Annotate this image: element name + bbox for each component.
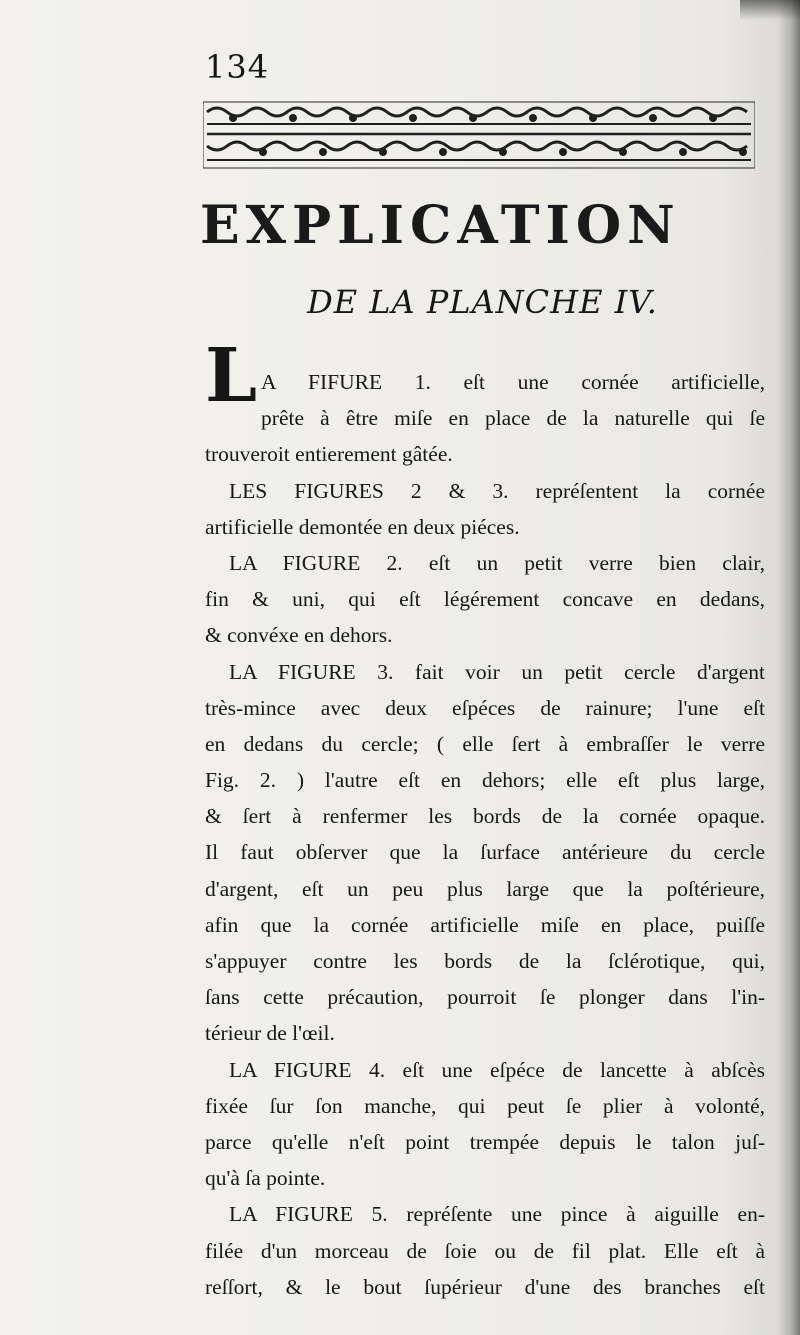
text-line: A FIFURE 1. eſt une cornée artificielle, — [261, 370, 765, 394]
ornament-band — [203, 100, 755, 170]
paragraph-2 — [205, 473, 765, 545]
text-line: artificielle demontée en deux piéces. — [205, 514, 520, 539]
paragraph-1 — [205, 333, 765, 473]
text-line: en dedans du cercle; ( elle ſert à embraſſer le verre — [205, 731, 765, 756]
text-line: parce qu'elle n'eſt point trempée depuis le talon juſ- — [205, 1129, 765, 1154]
text-line: & convéxe en dehors. — [205, 623, 393, 648]
text-line: ſans cette précaution, pourroit ſe plonger dans l'in- — [205, 985, 765, 1010]
text-line: LA FIGURE 2. eſt un petit verre bien clair, — [229, 550, 765, 575]
text-line: filée d'un morceau de ſoie ou de fil plat. Elle eſt à — [205, 1238, 765, 1263]
paragraph-4 — [205, 654, 765, 1052]
text-line: fixée ſur ſon manche, qui peut ſe plier à volonté, — [205, 1093, 765, 1118]
chapter-heading: EXPLICATION — [200, 195, 681, 256]
text-line: qu'à ſa pointe. — [205, 1166, 326, 1191]
text-line: Fig. 2. ) l'autre eſt en dehors; elle eſt plus large, — [205, 768, 765, 793]
drop-cap: L — [205, 333, 258, 419]
paragraph-6 — [205, 1196, 765, 1305]
text-line: LA FIGURE 3. fait voir un petit cercle d'argent — [229, 659, 765, 684]
text-line: Il faut obſerver que la ſurface antérieure du cercle — [205, 840, 765, 865]
text-line: trouveroit entierement gâtée. — [205, 442, 453, 467]
text-line: & ſert à renfermer les bords de la cornée opaque. — [205, 804, 765, 829]
text-line: très-mince avec deux eſpéces de rainure; l'une eſt — [205, 695, 765, 720]
page-corner-shadow — [740, 0, 800, 20]
text-line: térieur de l'œil. — [205, 1021, 335, 1046]
text-line: prête à être miſe en place de la naturelle qui ſe — [261, 406, 765, 431]
text-line: s'appuyer contre les bords de la ſclérotique, qui, — [205, 949, 765, 973]
text-line: LA FIGURE 4. eſt une eſpéce de lancette à abſcès — [229, 1057, 765, 1082]
text-line: LES FIGURES 2 & 3. repréſentent la cornée — [229, 478, 765, 503]
paragraph-3 — [205, 545, 765, 654]
page-number: 134 — [205, 48, 270, 86]
text-line: afin que la cornée artificielle miſe en place, puiſſe — [205, 912, 765, 937]
text-line: reſſort, & le bout ſupérieur d'une des branches eſt — [205, 1274, 765, 1299]
text-line: d'argent, eſt un peu plus large que la poſtérieure, — [205, 876, 765, 901]
page-edge-shadow — [778, 0, 800, 1335]
chapter-subheading: DE LA PLANCHE IV. — [307, 283, 658, 321]
body-text — [205, 333, 765, 1305]
text-line: LA FIGURE 5. repréſente une pince à aiguille en- — [229, 1202, 765, 1227]
paragraph-5 — [205, 1052, 765, 1197]
text-line: fin & uni, qui eſt légérement concave en dedans, — [205, 587, 765, 612]
